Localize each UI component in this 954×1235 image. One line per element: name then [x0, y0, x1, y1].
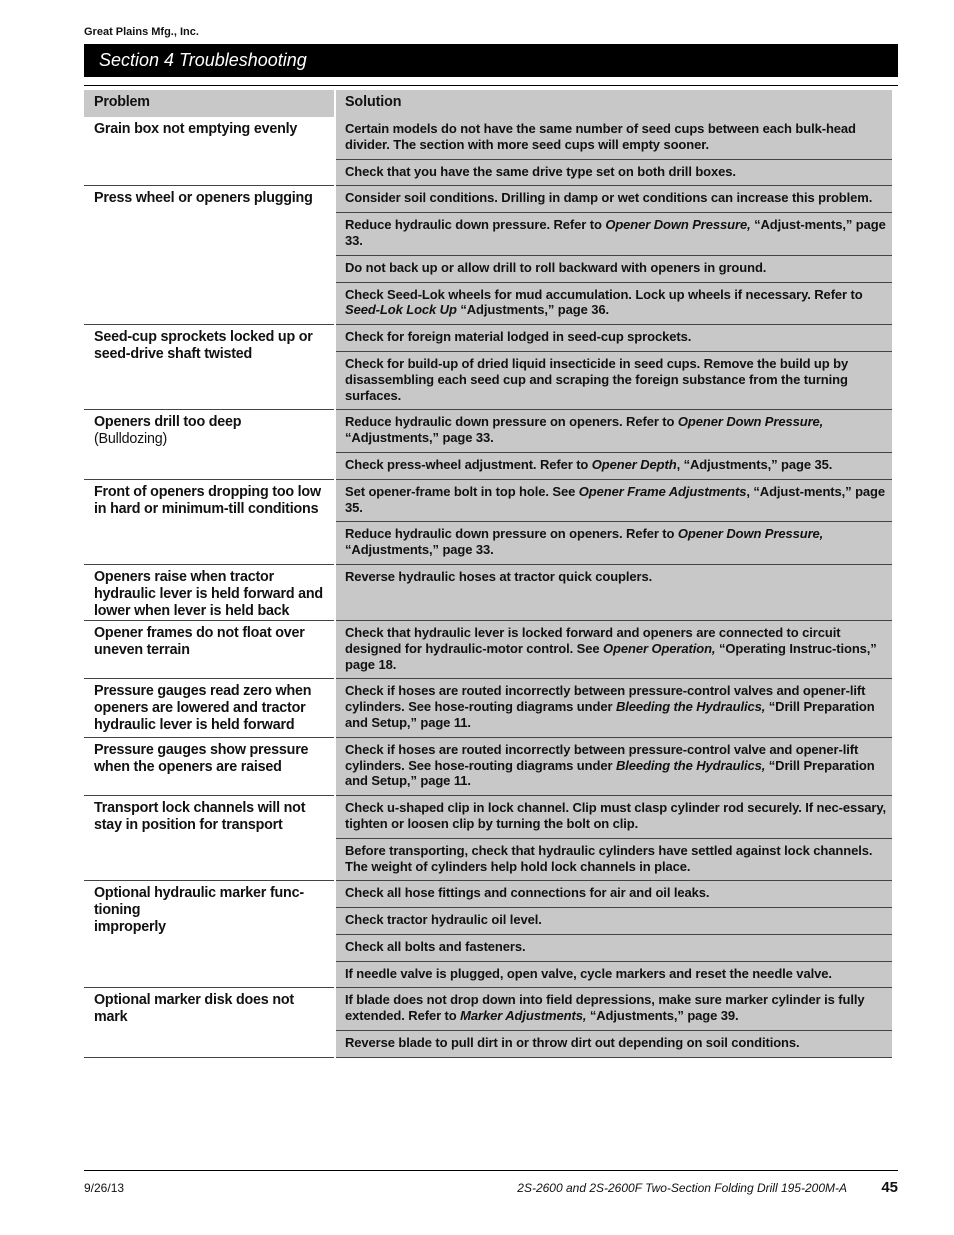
solution-text: If needle valve is plugged, open valve, cycle markers and reset the needle valve. — [345, 965, 832, 981]
solution-reference: Bleeding the Hydraulics, — [615, 757, 766, 773]
problem-cell — [84, 186, 335, 325]
table-row — [84, 325, 892, 352]
solution-reference: Opener Down Pressure, — [605, 217, 751, 233]
problem-text: Seed-cup sprockets locked up or seed-drive shaft twisted — [94, 329, 313, 363]
solution-text: Check for build-up of dried liquid insecticide in seed cups. Remove the build up by disassembling each seed cup and scraping the foreign substance from the turning surfaces. — [345, 355, 849, 403]
solution-text: Check that you have the same drive type set on both drill boxes. — [345, 163, 736, 179]
problem-cell — [84, 410, 335, 479]
problem-text: improperly — [94, 919, 166, 936]
solution-cell — [335, 988, 892, 1031]
solution-text: Reduce hydraulic down pressure on openers. Refer to — [345, 414, 678, 430]
solution-cell — [335, 479, 892, 522]
problem-subtext: (Bulldozing) — [94, 431, 168, 448]
solution-reference: Opener Down Pressure, — [677, 414, 824, 430]
solution-cell — [335, 282, 892, 325]
problem-text: Optional marker disk does not mark — [94, 992, 294, 1026]
table-body — [84, 117, 892, 1057]
table-row — [84, 479, 892, 522]
solution-cell — [335, 1031, 892, 1058]
solution-text: Before transporting, check that hydraulic cylinders have settled against lock channels. The weight of cylinders help hold lock channels in place. — [345, 842, 873, 874]
table-row — [84, 410, 892, 453]
solution-cell — [335, 679, 892, 737]
solution-cell — [335, 159, 892, 186]
table-header-row — [84, 90, 892, 117]
solution-text: “Adjustments,” page 33. — [345, 542, 494, 558]
solution-text: Check if hoses are routed incorrectly between pressure-control valves and opener-lift cylinders. See hose-routing diagrams under — [345, 683, 866, 715]
solution-text: Check all bolts and fasteners. — [345, 938, 526, 954]
solution-text: “Drill Preparation and Setup,” page 11. — [345, 757, 875, 789]
solution-cell — [335, 737, 892, 795]
page-number: 45 — [881, 1179, 898, 1196]
solution-reference: Opener Down Pressure, — [677, 526, 824, 542]
problem-cell — [84, 479, 335, 564]
solution-cell — [335, 255, 892, 282]
solution-text: Check Seed-Lok wheels for mud accumulation. Lock up wheels if necessary. Refer to — [345, 286, 863, 302]
problem-column-header: Problem — [84, 90, 335, 117]
solution-reference: Seed-Lok Lock Up — [345, 302, 457, 318]
footer-date: 9/26/13 — [84, 1181, 125, 1195]
solution-text: “Operating Instruc-tions,” page 18. — [345, 640, 877, 672]
solution-text: If blade does not drop down into field depressions, make sure marker cylinder is fully extended. Refer to — [345, 992, 865, 1024]
solution-text: “Drill Preparation and Setup,” page 11. — [345, 699, 875, 730]
solution-cell — [335, 452, 892, 479]
solution-text: Set opener-frame bolt in top hole. See — [345, 483, 579, 499]
problem-text: Transport lock channels will not stay in position for transport — [94, 800, 306, 834]
solution-text: Consider soil conditions. Drilling in damp or wet conditions can increase this problem. — [345, 190, 873, 206]
problem-text: Optional hydraulic marker func-tioning — [94, 885, 304, 919]
problem-text: Openers drill too deep — [94, 414, 242, 431]
solution-reference: Marker Adjustments, — [460, 1008, 587, 1024]
solution-text: “Adjust-ments,” page 33. — [345, 217, 886, 248]
solution-cell — [335, 213, 892, 256]
top-rule — [84, 85, 898, 86]
solution-text: Do not back up or allow drill to roll backward with openers in ground. — [345, 259, 767, 275]
section-title-bar — [84, 44, 898, 77]
solution-cell — [335, 838, 892, 881]
solution-column-header: Solution — [335, 90, 892, 117]
solution-cell — [335, 796, 892, 839]
troubleshooting-table — [84, 90, 892, 1058]
problem-text: Press wheel or openers plugging — [94, 190, 313, 207]
problem-cell — [84, 564, 335, 620]
solution-text: Check tractor hydraulic oil level. — [345, 912, 542, 928]
solution-text: , “Adjust-ments,” page 35. — [345, 483, 886, 515]
table-row — [84, 881, 892, 908]
solution-text: Certain models do not have the same number of seed cups between each bulk-head divider. The section with more seed cups will empty sooner. — [345, 121, 856, 152]
solution-text: “Adjustments,” page 36. — [456, 302, 610, 318]
solution-cell — [335, 325, 892, 352]
solution-text: Check for foreign material lodged in seed-cup sprockets. — [345, 329, 692, 345]
solution-text: Check all hose fittings and connections for air and oil leaks. — [345, 885, 710, 901]
solution-text: Check u-shaped clip in lock channel. Clip must clasp cylinder rod securely. If nec-essary, tighten or loosen clip by turning the bolt on clip. — [345, 800, 887, 831]
problem-text: Openers raise when tractor hydraulic lever is held forward and lower when lever is held back — [94, 568, 323, 619]
problem-text: Opener frames do not float over uneven terrain — [94, 624, 305, 658]
problem-cell — [84, 988, 335, 1057]
footer-document-title: 2S-2600 and 2S-2600F Two-Section Folding Drill 195-200M-A — [517, 1181, 847, 1195]
problem-cell — [84, 679, 335, 737]
solution-cell — [335, 620, 892, 678]
section-title: Section 4 Troubleshooting — [99, 50, 307, 70]
solution-cell — [335, 186, 892, 213]
problem-cell — [84, 796, 335, 881]
company-name: Great Plains Mfg., Inc. — [84, 26, 199, 38]
solution-cell — [335, 961, 892, 988]
solution-text: Reverse blade to pull dirt in or throw dirt out depending on soil conditions. — [345, 1035, 800, 1051]
problem-text: Front of openers dropping too low in hard or minimum-till conditions — [94, 483, 321, 517]
solution-text: “Adjustments,” page 39. — [586, 1008, 739, 1024]
solution-cell — [335, 522, 892, 565]
solution-text: Reduce hydraulic down pressure on openers. Refer to — [345, 526, 678, 542]
solution-text: Check if hoses are routed incorrectly between pressure-control valve and opener-lift cylinders. See hose-routing diagrams under — [345, 741, 859, 773]
table-row — [84, 564, 892, 620]
problem-text: Pressure gauges show pressure when the openers are raised — [94, 741, 309, 775]
solution-cell — [335, 351, 892, 409]
table-row — [84, 988, 892, 1031]
solution-text: Reverse hydraulic hoses at tractor quick couplers. — [345, 568, 653, 584]
problem-cell — [84, 325, 335, 410]
problem-cell — [84, 620, 335, 678]
solution-text: “Adjustments,” page 33. — [345, 430, 494, 446]
problem-text: Pressure gauges read zero when openers are lowered and tractor hydraulic lever is held forward — [94, 683, 312, 734]
solution-text: Check press-wheel adjustment. Refer to — [345, 456, 592, 472]
solution-cell — [335, 410, 892, 453]
problem-cell — [84, 737, 335, 795]
solution-text: Check that hydraulic lever is locked forward and openers are connected to circuit designed for hydraulic-motor control. See — [345, 624, 841, 656]
table-row — [84, 796, 892, 839]
bottom-rule — [84, 1170, 898, 1171]
solution-cell — [335, 881, 892, 908]
solution-text: , “Adjustments,” page 35. — [676, 456, 833, 472]
table-row — [84, 186, 892, 213]
solution-cell — [335, 117, 892, 159]
problem-cell — [84, 881, 335, 988]
solution-reference: Bleeding the Hydraulics, — [615, 699, 766, 715]
solution-cell — [335, 934, 892, 961]
table-row — [84, 117, 892, 159]
solution-reference: Opener Operation, — [603, 640, 716, 656]
solution-cell — [335, 564, 892, 620]
solution-reference: Opener Depth — [591, 456, 677, 472]
table-row — [84, 737, 892, 795]
solution-reference: Opener Frame Adjustments — [578, 483, 747, 499]
problem-text: Grain box not emptying evenly — [94, 121, 298, 137]
solution-cell — [335, 908, 892, 935]
problem-cell — [84, 117, 335, 186]
table-row — [84, 620, 892, 678]
table-row — [84, 679, 892, 737]
solution-text: Reduce hydraulic down pressure. Refer to — [345, 217, 606, 233]
